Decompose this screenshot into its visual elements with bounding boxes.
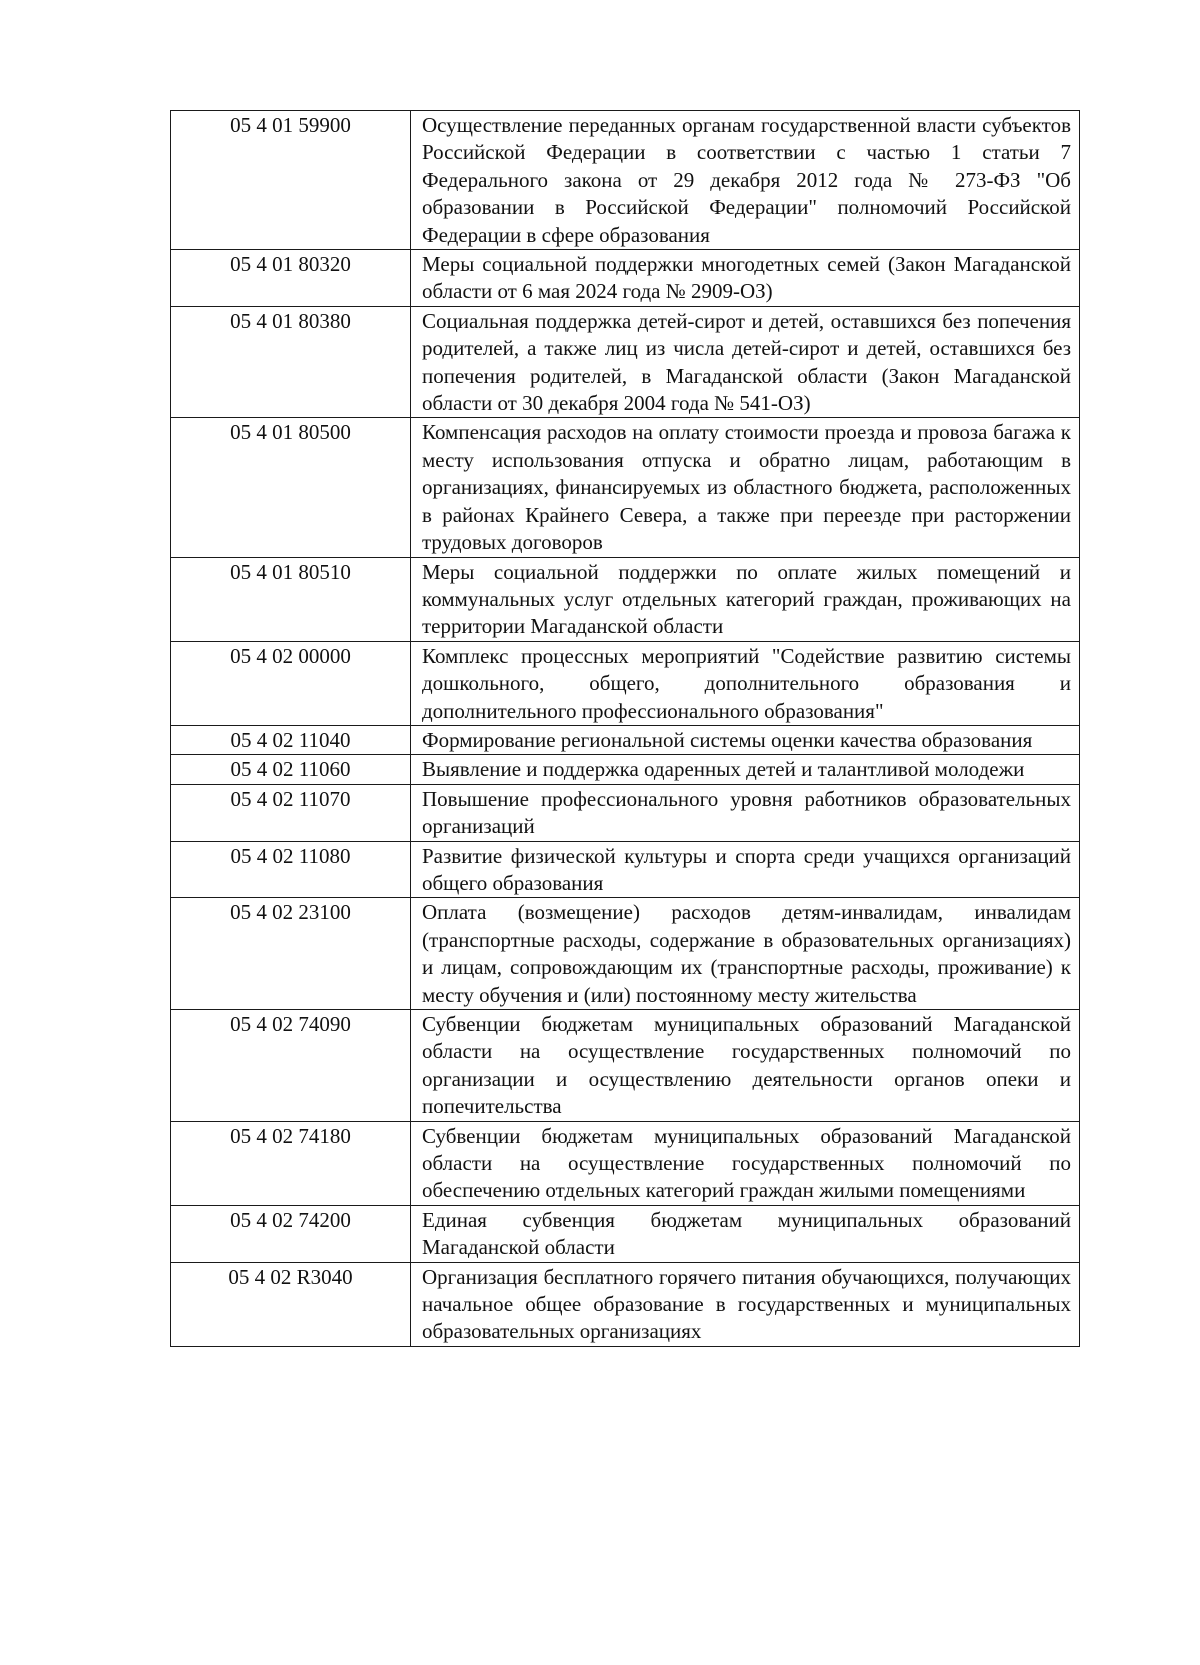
table-body	[171, 111, 1080, 1347]
code-cell: 05 4 02 11070	[171, 784, 411, 841]
table-row	[171, 306, 1080, 418]
description-cell: Компенсация расходов на оплату стоимости проезда и провоза багажа к месту использования отпуска и обратно лицам, работающим в организациях, финансируемых из областного бюджета, расположенных в районах Крайнего Севера, а также при переезде при расторжении трудовых договоров	[411, 418, 1080, 557]
description-cell: Формирование региональной системы оценки качества образования	[411, 725, 1080, 754]
description-cell: Меры социальной поддержки многодетных семей (Закон Магаданской области от 6 мая 2024 года № 2909-ОЗ)	[411, 250, 1080, 307]
code-cell: 05 4 02 74090	[171, 1010, 411, 1122]
table-row	[171, 1010, 1080, 1122]
budget-code-table	[170, 110, 1080, 1347]
code-cell: 05 4 01 80380	[171, 306, 411, 418]
description-cell: Повышение профессионального уровня работников образовательных организаций	[411, 784, 1080, 841]
code-cell: 05 4 02 11060	[171, 755, 411, 784]
code-cell: 05 4 01 80320	[171, 250, 411, 307]
table-row	[171, 418, 1080, 557]
table-row	[171, 1205, 1080, 1262]
table-row	[171, 641, 1080, 725]
description-cell: Оплата (возмещение) расходов детям-инвалидам, инвалидам (транспортные расходы, содержание в образовательных организациях) и лицам, сопровождающим их (транспортные расходы, проживание) к месту обучения и (или) постоянному месту жительства	[411, 898, 1080, 1010]
table-row	[171, 841, 1080, 898]
table-row	[171, 557, 1080, 641]
table-row	[171, 898, 1080, 1010]
code-cell: 05 4 01 80510	[171, 557, 411, 641]
description-cell: Меры социальной поддержки по оплате жилых помещений и коммунальных услуг отдельных категорий граждан, проживающих на территории Магаданской области	[411, 557, 1080, 641]
code-cell: 05 4 01 59900	[171, 111, 411, 250]
code-cell: 05 4 02 11040	[171, 725, 411, 754]
table-row	[171, 250, 1080, 307]
code-cell: 05 4 01 80500	[171, 418, 411, 557]
description-cell: Субвенции бюджетам муниципальных образований Магаданской области на осуществление государственных полномочий по обеспечению отдельных категорий граждан жилыми помещениями	[411, 1121, 1080, 1205]
code-cell: 05 4 02 74200	[171, 1205, 411, 1262]
table-row	[171, 1121, 1080, 1205]
description-cell: Развитие физической культуры и спорта среди учащихся организаций общего образования	[411, 841, 1080, 898]
code-cell: 05 4 02 74180	[171, 1121, 411, 1205]
table-row	[171, 784, 1080, 841]
description-cell: Комплекс процессных мероприятий "Содействие развитию системы дошкольного, общего, дополнительного образования и дополнительного профессионального образования"	[411, 641, 1080, 725]
description-cell: Единая субвенция бюджетам муниципальных образований Магаданской области	[411, 1205, 1080, 1262]
code-cell: 05 4 02 R3040	[171, 1262, 411, 1346]
description-cell: Социальная поддержка детей-сирот и детей, оставшихся без попечения родителей, а также лиц из числа детей-сирот и детей, оставшихся без попечения родителей, в Магаданской области (Закон Магаданской области от 30 декабря 2004 года № 541-ОЗ)	[411, 306, 1080, 418]
table-row	[171, 755, 1080, 784]
table-row	[171, 1262, 1080, 1346]
table-row	[171, 725, 1080, 754]
code-cell: 05 4 02 23100	[171, 898, 411, 1010]
code-cell: 05 4 02 00000	[171, 641, 411, 725]
description-cell: Осуществление переданных органам государственной власти субъектов Российской Федерации в соответствии с частью 1 статьи 7 Федерального закона от 29 декабря 2012 года № 273-ФЗ "Об образовании в Российской Федерации" полномочий Российской Федерации в сфере образования	[411, 111, 1080, 250]
description-cell: Субвенции бюджетам муниципальных образований Магаданской области на осуществление государственных полномочий по организации и осуществлению деятельности органов опеки и попечительства	[411, 1010, 1080, 1122]
description-cell: Выявление и поддержка одаренных детей и талантливой молодежи	[411, 755, 1080, 784]
table-row	[171, 111, 1080, 250]
code-cell: 05 4 02 11080	[171, 841, 411, 898]
description-cell: Организация бесплатного горячего питания обучающихся, получающих начальное общее образование в государственных и муниципальных образовательных организациях	[411, 1262, 1080, 1346]
